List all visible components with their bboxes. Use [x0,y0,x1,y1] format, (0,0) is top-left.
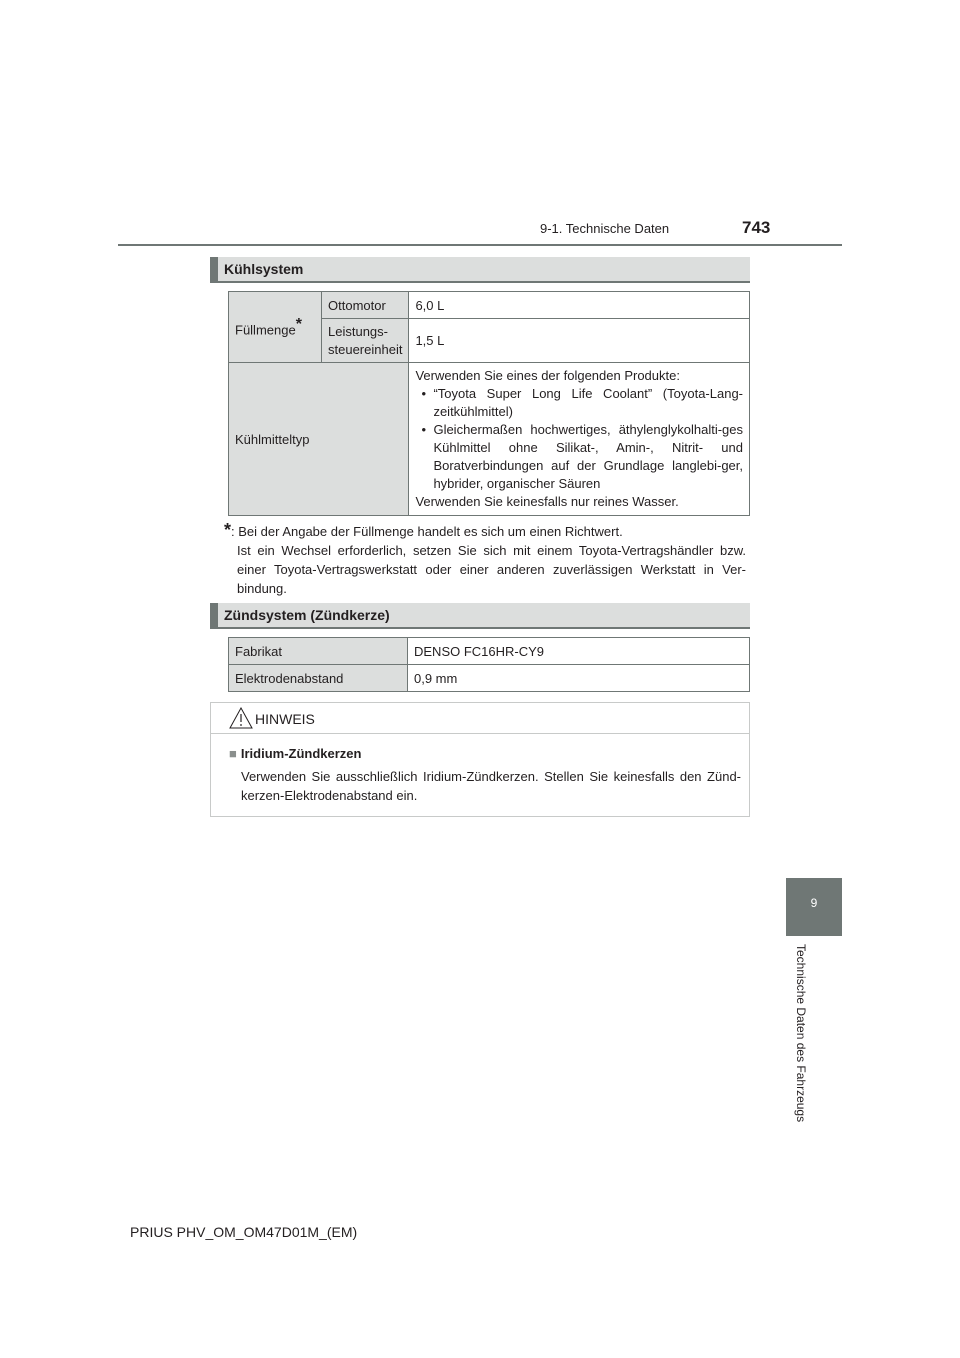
notice-subtitle: ■ Iridium-Zündkerzen [229,746,362,761]
asterisk-mark: * [295,316,302,334]
fill-label-cell: Füllmenge* [229,292,322,363]
gap-label-cell: Elektrodenabstand [229,665,408,692]
chapter-label: Technische Daten des Fahrzeugs [794,944,808,1123]
coolant-value-cell [409,363,750,516]
ignition-table [228,637,750,692]
notice-text: Verwenden Sie ausschließlich Iridium-Zündkerzen. Stellen Sie keinesfalls den Zünd-kerzen-Elektrodenabstand ein. [241,769,741,803]
coolant-outro: Verwenden Sie keinesfalls nur reines Wasser. [415,494,679,509]
section-title: 9-1. Technische Daten [540,221,670,236]
list-item: • Gleichermaßen hochwertiges, äthylenglykolhalti-ges Kühlmittel ohne Silikat-, Amin-, Nitrit- und Boratverbindungen auf der Grundlage langlebi-ger, hybrider, organischer Säuren [415,421,743,493]
ignition-heading [210,603,750,629]
make-value-cell: DENSO FC16HR-CY9 [408,638,750,665]
warning-icon [229,707,253,729]
table-row [229,292,750,319]
table-row [229,363,750,516]
cooling-table [228,291,750,516]
coolant-label-cell: Kühlmitteltyp [229,363,409,516]
footnote [224,521,746,598]
chapter-tab [786,878,842,936]
engine-value-cell: 6,0 L [409,292,750,319]
footnote-line2: Ist ein Wechsel erforderlich, setzen Sie sich mit einem Toyota-Vertragshändler bzw. einer Toyota-Vertragswerkstatt oder einer anderen zuverlässigen Werkstatt in Ver-bindung. [237,543,746,596]
pcu-label-cell: Leistungs- steuereinheit [322,319,409,363]
ignition-heading-text: Zündsystem (Zündkerze) [224,607,390,623]
footnote-mark: * [224,520,232,540]
chapter-number: 9 [810,896,818,910]
notice-box [210,702,750,817]
header-divider [118,244,842,246]
doc-code: PRIUS PHV_OM_OM47D01M_(EM) [130,1224,358,1240]
footnote-line1: : Bei der Angabe der Füllmenge handelt es sich um einen Richtwert. [231,524,623,539]
cooling-heading [210,257,750,283]
pcu-value-cell: 1,5 L [409,319,750,363]
table-row [229,638,750,665]
table-row [229,665,750,692]
cooling-heading-text: Kühlsystem [224,261,304,277]
list-item: • “Toyota Super Long Life Coolant” (Toyota-Lang-zeitkühlmittel) [415,385,743,421]
gap-value-cell: 0,9 mm [408,665,750,692]
notice-header [211,703,749,734]
square-bullet-icon: ■ [229,746,237,761]
coolant-list [415,385,743,493]
engine-label-cell: Ottomotor [322,292,409,319]
page-number: 743 [742,218,771,237]
notice-title: HINWEIS [255,711,315,727]
coolant-intro: Verwenden Sie eines der folgenden Produkte: [415,368,680,383]
make-label-cell: Fabrikat [229,638,408,665]
